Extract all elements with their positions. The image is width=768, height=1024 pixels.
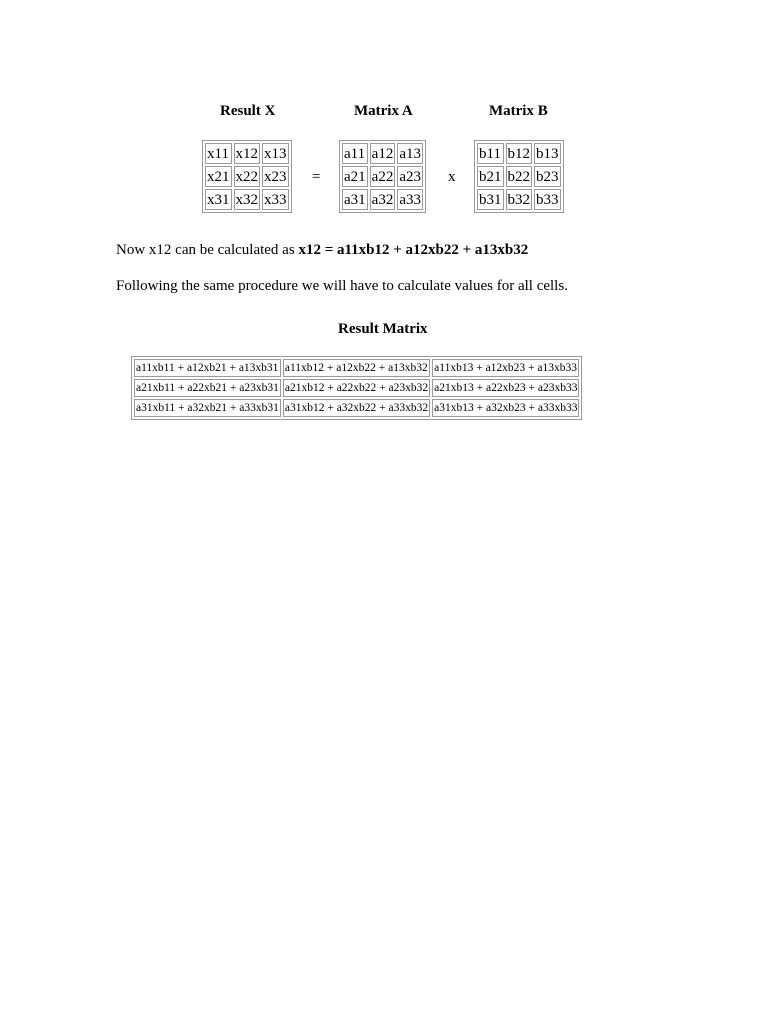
result-matrix-cell: a21xb12 + a22xb22 + a23xb32: [283, 379, 430, 397]
matrix-a-cell: a21: [342, 166, 368, 187]
matrix-x-cell: x13: [262, 143, 289, 164]
result-matrix-cell: a11xb11 + a12xb21 + a13xb31: [134, 359, 281, 377]
result-matrix-cell: a21xb13 + a22xb23 + a23xb33: [432, 379, 579, 397]
matrix-b-row: [477, 189, 561, 210]
matrix-x-row: [205, 189, 289, 210]
result-matrix-cell: a31xb11 + a32xb21 + a33xb31: [134, 399, 281, 417]
matrix-b-cell: b13: [534, 143, 561, 164]
matrix-b-cell: b12: [506, 143, 533, 164]
matrix-b-table: [474, 140, 564, 213]
multiply-sign: x: [448, 169, 456, 185]
matrix-a-cell: a23: [397, 166, 423, 187]
matrix-x-cell: x23: [262, 166, 289, 187]
result-matrix-cell: a11xb13 + a12xb23 + a13xb33: [432, 359, 579, 377]
calculation-prefix: Now x12 can be calculated as: [116, 242, 299, 258]
matrix-a-cell: a22: [370, 166, 396, 187]
result-matrix-row: [134, 359, 579, 377]
result-matrix-cell: a21xb11 + a22xb21 + a23xb31: [134, 379, 281, 397]
result-x-heading: Result X: [220, 103, 276, 119]
matrix-a-cell: a11: [342, 143, 368, 164]
matrix-x-cell: x31: [205, 189, 232, 210]
matrix-a-row: [342, 166, 423, 187]
matrix-a-cell: a31: [342, 189, 368, 210]
matrix-a-cell: a12: [370, 143, 396, 164]
calculation-paragraph: [116, 241, 528, 259]
result-matrix-cell: a31xb12 + a32xb22 + a33xb32: [283, 399, 430, 417]
matrix-b-heading: Matrix B: [489, 103, 548, 119]
calculation-formula: x12 = a11xb12 + a12xb22 + a13xb32: [298, 242, 529, 258]
matrix-x-row: [205, 143, 289, 164]
matrix-b-cell: b23: [534, 166, 561, 187]
matrix-a-cell: a33: [397, 189, 423, 210]
matrix-b-cell: b31: [477, 189, 504, 210]
result-matrix-heading: Result Matrix: [338, 321, 428, 337]
result-matrix-row: [134, 399, 579, 417]
matrix-b-cell: b32: [506, 189, 533, 210]
matrix-x-cell: x21: [205, 166, 232, 187]
matrix-x-cell: x32: [234, 189, 261, 210]
matrix-a-row: [342, 189, 423, 210]
matrix-a-cell: a32: [370, 189, 396, 210]
result-matrix-cell: a31xb13 + a32xb23 + a33xb33: [432, 399, 579, 417]
matrix-b-cell: b21: [477, 166, 504, 187]
matrix-x-cell: x11: [205, 143, 232, 164]
matrix-b-row: [477, 143, 561, 164]
matrix-b-cell: b11: [477, 143, 504, 164]
matrix-b-cell: b22: [506, 166, 533, 187]
matrix-x-table: [202, 140, 292, 213]
matrix-b-cell: b33: [534, 189, 561, 210]
matrix-a-row: [342, 143, 423, 164]
matrix-a-table: [339, 140, 426, 213]
equals-sign: =: [312, 169, 321, 185]
result-matrix-table: [131, 356, 582, 420]
matrix-x-cell: x22: [234, 166, 261, 187]
matrix-x-cell: x33: [262, 189, 289, 210]
matrix-x-cell: x12: [234, 143, 261, 164]
matrix-a-heading: Matrix A: [354, 103, 413, 119]
matrix-b-row: [477, 166, 561, 187]
result-matrix-row: [134, 379, 579, 397]
result-matrix-cell: a11xb12 + a12xb22 + a13xb32: [283, 359, 430, 377]
matrix-a-cell: a13: [397, 143, 423, 164]
matrix-x-row: [205, 166, 289, 187]
procedure-paragraph: Following the same procedure we will have to calculate values for all cells.: [116, 278, 568, 294]
